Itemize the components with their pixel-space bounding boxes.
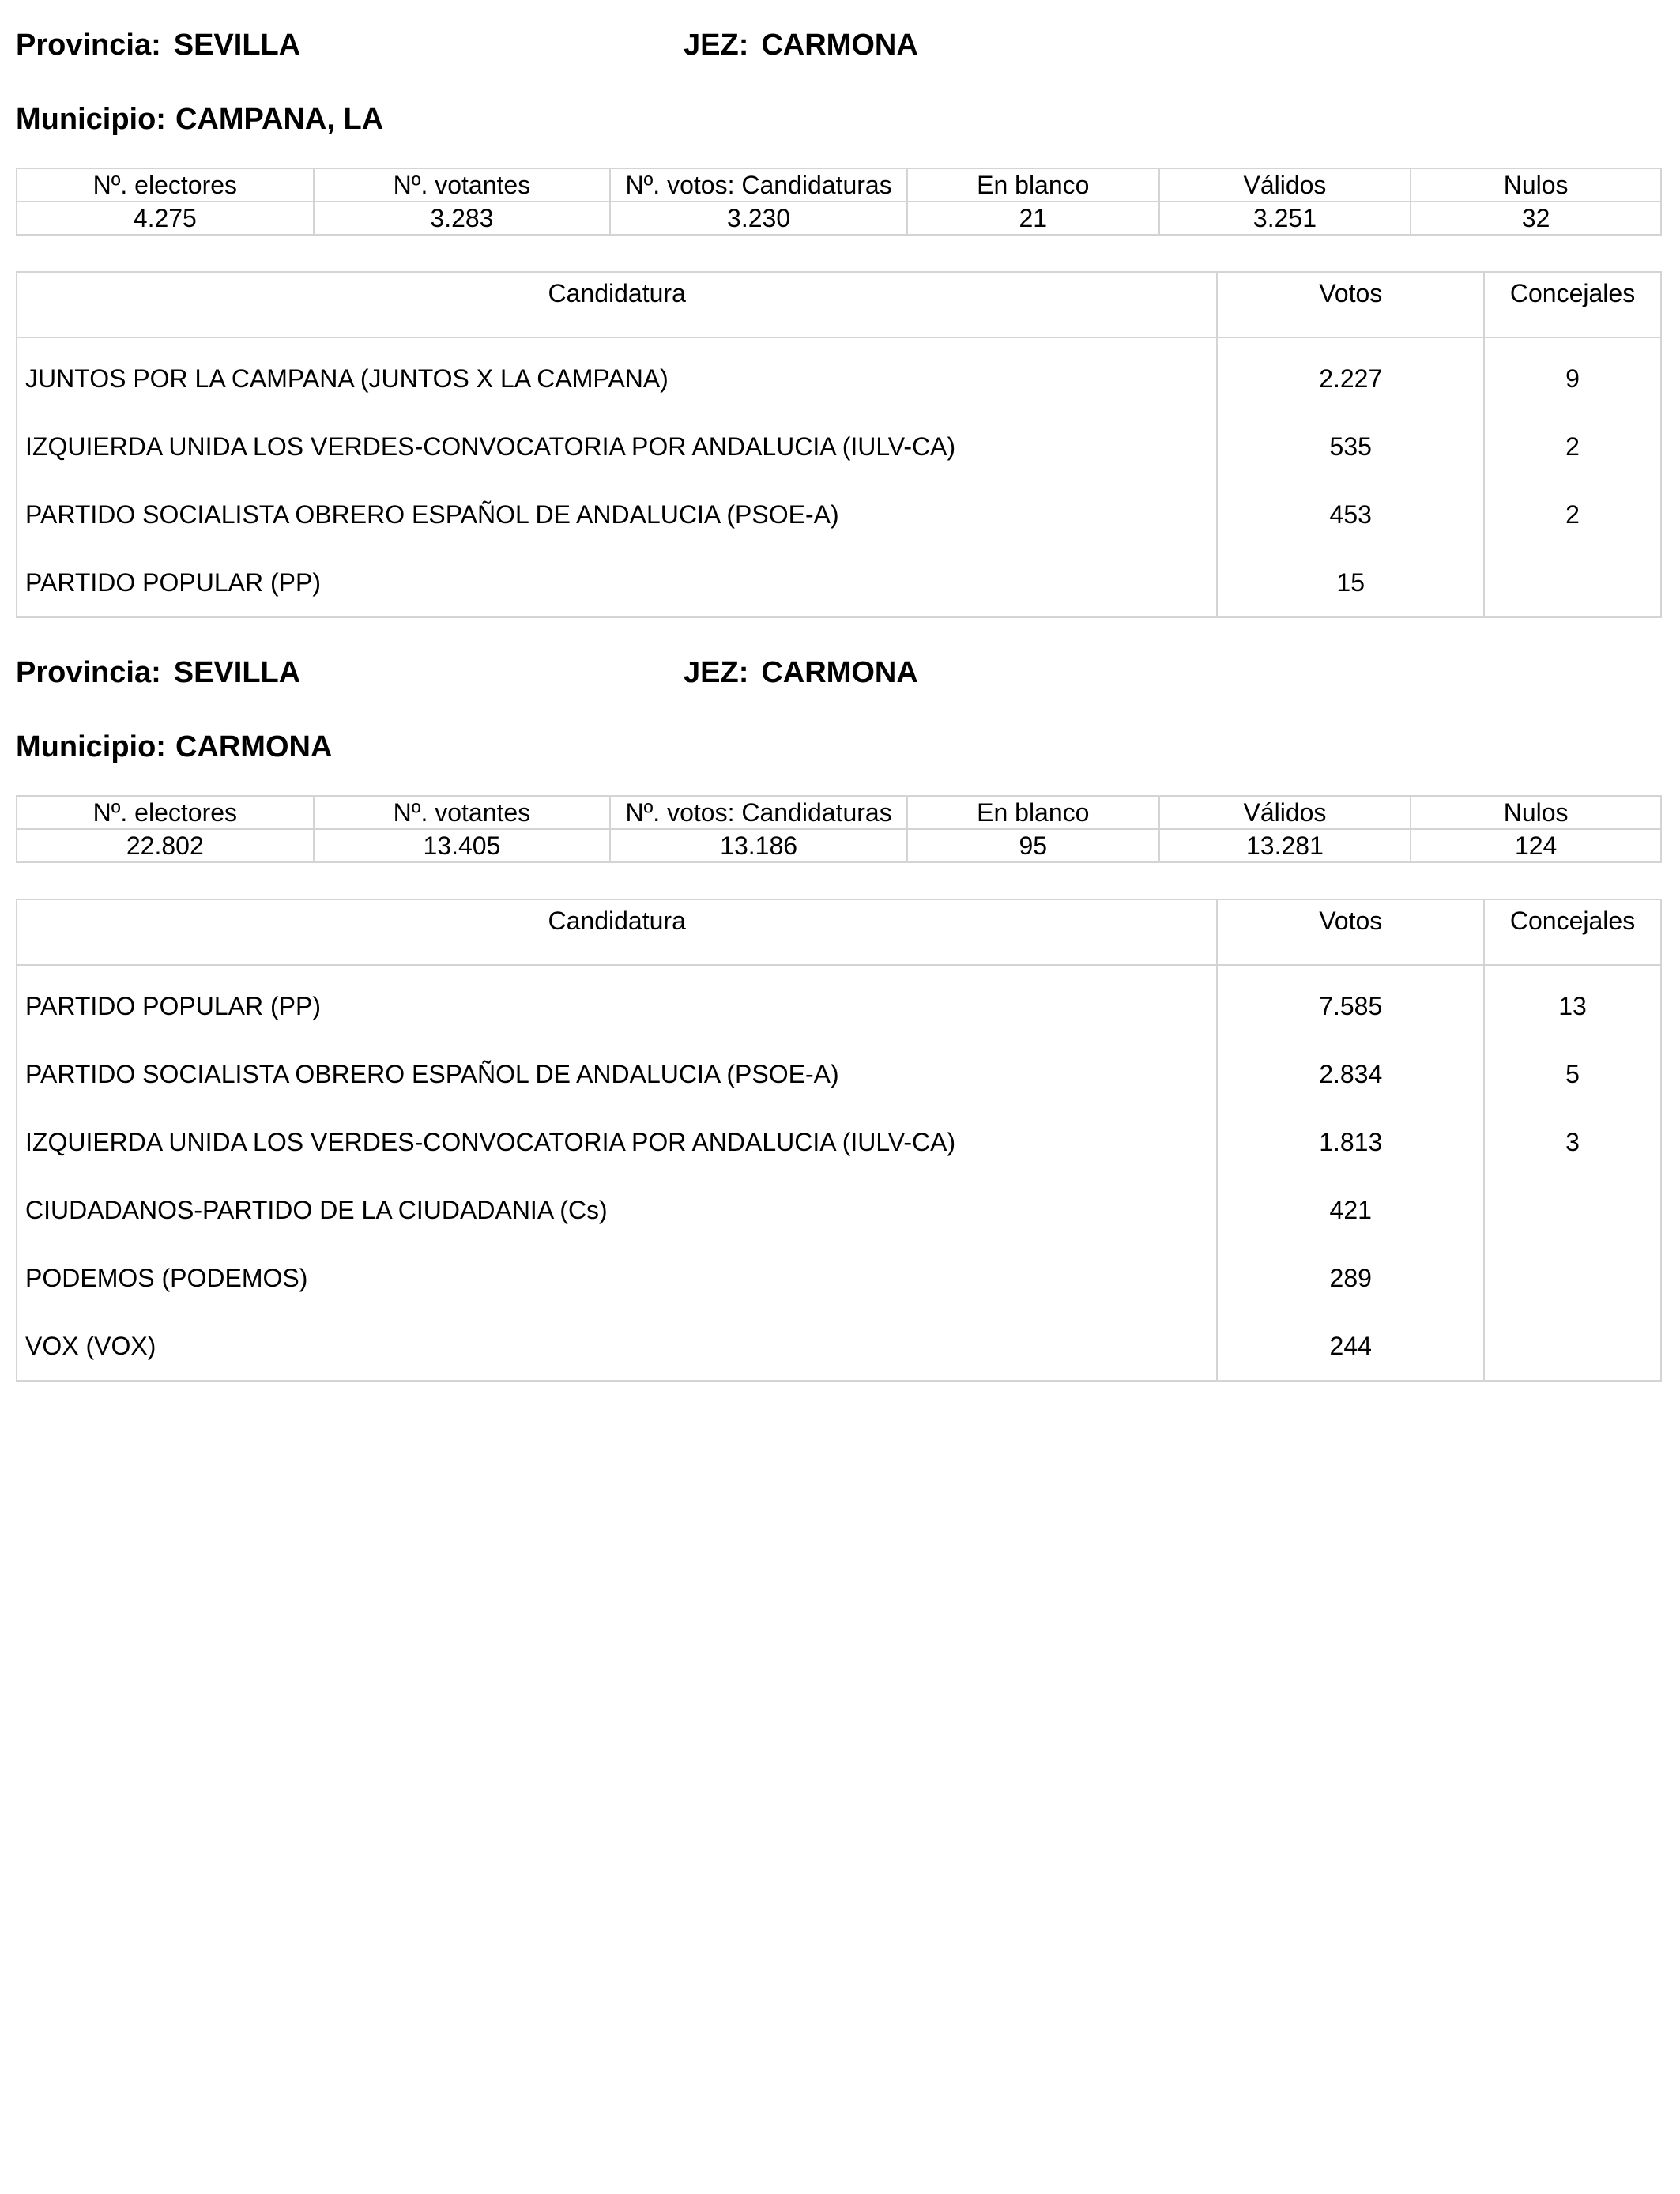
header-concejales: Concejales [1484, 899, 1661, 965]
candidate-votos: 2.227 [1217, 337, 1484, 413]
summary-nulos: 124 [1411, 829, 1661, 862]
table-row [17, 1108, 1661, 1176]
header-concejales: Concejales [1484, 272, 1661, 337]
municipio-label: Municipio: [16, 103, 166, 136]
summary-header-electores: Nº. electores [17, 796, 314, 829]
summary-header-validos: Válidos [1159, 796, 1411, 829]
summary-header-nulos: Nulos [1411, 796, 1661, 829]
header-votos: Votos [1217, 272, 1484, 337]
summary-header-votos-candidaturas: Nº. votos: Candidaturas [610, 796, 907, 829]
municipio-line [16, 732, 332, 762]
candidate-name: JUNTOS POR LA CAMPANA (JUNTOS X LA CAMPANA) [17, 337, 1217, 413]
summary-en-blanco: 21 [907, 202, 1159, 235]
summary-validos: 13.281 [1159, 829, 1411, 862]
candidate-name: IZQUIERDA UNIDA LOS VERDES-CONVOCATORIA POR ANDALUCIA (IULV-CA) [17, 1108, 1217, 1176]
candidate-concejales: 5 [1484, 1040, 1661, 1108]
candidate-votos: 15 [1217, 548, 1484, 617]
summary-votos-candidaturas: 13.186 [610, 829, 907, 862]
candidate-concejales [1484, 1176, 1661, 1244]
header-candidatura: Candidatura [17, 899, 1217, 965]
summary-header-en-blanco: En blanco [907, 168, 1159, 202]
candidate-name: CIUDADANOS-PARTIDO DE LA CIUDADANIA (Cs) [17, 1176, 1217, 1244]
jez-line [684, 658, 918, 688]
table-row [17, 1176, 1661, 1244]
table-row [17, 1040, 1661, 1108]
municipio-value: CAMPANA, LA [175, 103, 384, 136]
candidate-concejales: 2 [1484, 481, 1661, 548]
candidate-name: PARTIDO POPULAR (PP) [17, 965, 1217, 1040]
header-votos: Votos [1217, 899, 1484, 965]
candidate-concejales: 13 [1484, 965, 1661, 1040]
summary-value-row [17, 202, 1661, 235]
summary-header-nulos: Nulos [1411, 168, 1661, 202]
summary-header-validos: Válidos [1159, 168, 1411, 202]
provincia-line [16, 658, 300, 688]
candidate-votos: 1.813 [1217, 1108, 1484, 1176]
candidate-votos: 7.585 [1217, 965, 1484, 1040]
candidate-name: PARTIDO SOCIALISTA OBRERO ESPAÑOL DE ANDALUCIA (PSOE-A) [17, 481, 1217, 548]
table-row [17, 965, 1661, 1040]
summary-nulos: 32 [1411, 202, 1661, 235]
candidate-concejales [1484, 548, 1661, 617]
candidate-concejales [1484, 1312, 1661, 1381]
summary-header-row [17, 796, 1661, 829]
municipio-line [16, 104, 383, 134]
summary-electores: 22.802 [17, 829, 314, 862]
summary-header-electores: Nº. electores [17, 168, 314, 202]
table-row [17, 481, 1661, 548]
candidate-votos: 453 [1217, 481, 1484, 548]
provincia-value: SEVILLA [173, 656, 301, 689]
candidate-name: IZQUIERDA UNIDA LOS VERDES-CONVOCATORIA POR ANDALUCIA (IULV-CA) [17, 413, 1217, 481]
summary-header-votos-candidaturas: Nº. votos: Candidaturas [610, 168, 907, 202]
table-row [17, 548, 1661, 617]
summary-header-votantes: Nº. votantes [314, 796, 611, 829]
summary-votantes: 3.283 [314, 202, 611, 235]
header-candidatura: Candidatura [17, 272, 1217, 337]
candidate-concejales [1484, 1244, 1661, 1312]
provincia-value: SEVILLA [173, 28, 301, 62]
candidates-table [16, 271, 1662, 618]
jez-line [684, 30, 918, 60]
summary-header-votantes: Nº. votantes [314, 168, 611, 202]
candidates-table [16, 899, 1662, 1382]
candidate-concejales: 9 [1484, 337, 1661, 413]
candidate-name: PARTIDO SOCIALISTA OBRERO ESPAÑOL DE ANDALUCIA (PSOE-A) [17, 1040, 1217, 1108]
summary-votos-candidaturas: 3.230 [610, 202, 907, 235]
candidate-concejales: 3 [1484, 1108, 1661, 1176]
candidate-votos: 289 [1217, 1244, 1484, 1312]
candidate-votos: 535 [1217, 413, 1484, 481]
municipio-label: Municipio: [16, 730, 166, 763]
table-row [17, 1312, 1661, 1381]
provincia-label: Provincia: [16, 656, 161, 689]
candidate-name: VOX (VOX) [17, 1312, 1217, 1381]
provincia-label: Provincia: [16, 28, 161, 62]
jez-value: CARMONA [761, 656, 918, 689]
summary-electores: 4.275 [17, 202, 314, 235]
summary-table [16, 795, 1662, 863]
table-row [17, 1244, 1661, 1312]
summary-votantes: 13.405 [314, 829, 611, 862]
summary-table [16, 168, 1662, 236]
candidate-concejales: 2 [1484, 413, 1661, 481]
candidate-name: PODEMOS (PODEMOS) [17, 1244, 1217, 1312]
candidate-votos: 2.834 [1217, 1040, 1484, 1108]
jez-label: JEZ: [684, 28, 749, 62]
provincia-line [16, 30, 300, 60]
candidates-header-row [17, 899, 1661, 965]
candidate-votos: 244 [1217, 1312, 1484, 1381]
municipio-value: CARMONA [175, 730, 333, 763]
summary-header-row [17, 168, 1661, 202]
summary-validos: 3.251 [1159, 202, 1411, 235]
candidate-name: PARTIDO POPULAR (PP) [17, 548, 1217, 617]
candidate-votos: 421 [1217, 1176, 1484, 1244]
summary-value-row [17, 829, 1661, 862]
jez-label: JEZ: [684, 656, 749, 689]
table-row [17, 337, 1661, 413]
summary-en-blanco: 95 [907, 829, 1159, 862]
summary-header-en-blanco: En blanco [907, 796, 1159, 829]
jez-value: CARMONA [761, 28, 918, 62]
candidates-header-row [17, 272, 1661, 337]
table-row [17, 413, 1661, 481]
